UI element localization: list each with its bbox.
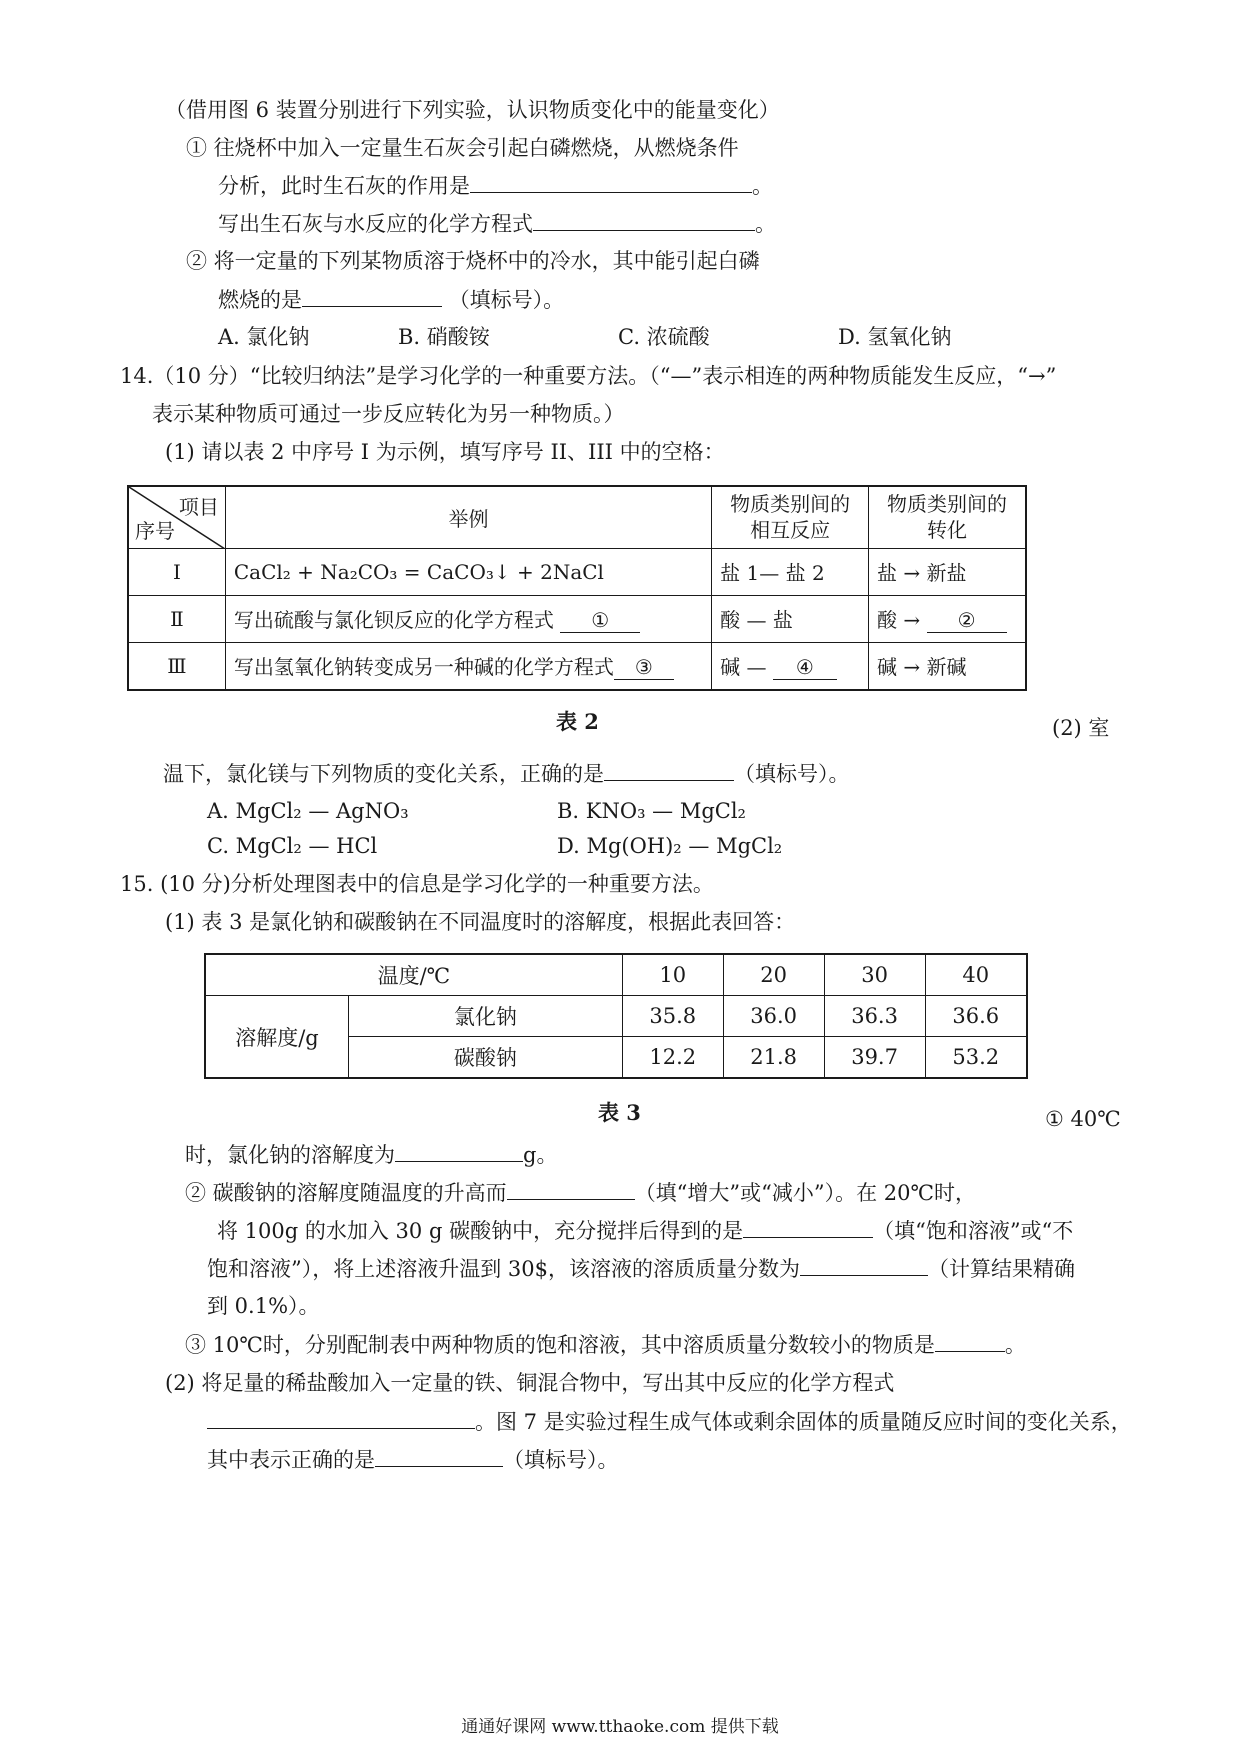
table-3 bbox=[204, 953, 1028, 1079]
row-example: 写出氢氧化钠转变成另一种碱的化学方程式 ③ bbox=[225, 642, 711, 690]
q13-part1-line3: 写出生石灰与水反应的化学方程式 。 bbox=[218, 208, 776, 239]
answer-blank[interactable] bbox=[395, 1139, 523, 1162]
header-react: 物质类别间的 相互反应 bbox=[712, 486, 869, 548]
solubility-value: 12.2 bbox=[622, 1037, 723, 1079]
q14-sub2: 温下，氯化镁与下列物质的变化关系，正确的是 （填标号）。 bbox=[163, 758, 850, 789]
row-react: 酸 — 盐 bbox=[712, 595, 869, 642]
q13-options bbox=[218, 322, 951, 352]
temp-cell: 10 bbox=[622, 954, 723, 996]
table-row bbox=[205, 996, 1027, 1037]
answer-blank[interactable]: ① bbox=[560, 608, 640, 633]
q15-p1: 时，氯化钠的溶解度为 g。 bbox=[185, 1139, 557, 1170]
row-no: Ⅲ bbox=[128, 642, 225, 690]
q15-sub2-line1: (2) 将足量的稀盐酸加入一定量的铁、铜混合物中，写出其中反应的化学方程式 bbox=[165, 1371, 895, 1395]
solubility-value: 35.8 bbox=[622, 996, 723, 1037]
temp-cell: 20 bbox=[723, 954, 824, 996]
solubility-value: 53.2 bbox=[925, 1037, 1027, 1079]
solubility-label: 溶解度/g bbox=[205, 996, 349, 1079]
q15-p2-line2: 将 100g 的水加入 30 g 碳酸钠中，充分搅拌后得到的是 （填“饱和溶液”或“不 bbox=[217, 1215, 1073, 1246]
row-no: I bbox=[128, 548, 225, 595]
answer-blank[interactable]: ③ bbox=[614, 655, 674, 680]
table-header-corner bbox=[128, 486, 225, 548]
answer-blank[interactable] bbox=[470, 170, 752, 193]
q13-intro: （借用图 6 装置分别进行下列实验，认识物质变化中的能量变化） bbox=[165, 98, 780, 122]
option-c: C. MgCl₂ — HCl bbox=[207, 834, 378, 858]
q15-p1-tail: ① 40℃ bbox=[1045, 1107, 1121, 1131]
answer-blank[interactable] bbox=[207, 1406, 475, 1429]
answer-blank[interactable]: ④ bbox=[773, 655, 837, 680]
q13-part2-line1: ② 将一定量的下列某物质溶于烧杯中的冷水，其中能引起白磷 bbox=[186, 249, 760, 273]
solubility-value: 36.0 bbox=[723, 996, 824, 1037]
option-c: C. 浓硫酸 bbox=[618, 325, 710, 349]
q15-p3: ③ 10℃时，分别配制表中两种物质的饱和溶液，其中溶质质量分数较小的物质是 。 bbox=[185, 1329, 1026, 1360]
q14-sub1: (1) 请以表 2 中序号 I 为示例，填写序号 II、III 中的空格： bbox=[165, 440, 725, 464]
q15-sub1: (1) 表 3 是氯化钠和碳酸钠在不同温度时的溶解度，根据此表回答： bbox=[165, 910, 796, 934]
substance-name: 氯化钠 bbox=[349, 996, 623, 1037]
row-example: CaCl₂ + Na₂CO₃ = CaCO₃↓ + 2NaCl bbox=[225, 548, 711, 595]
footer: 通通好课网 www.tthaoke.com 提供下载 bbox=[461, 1717, 779, 1737]
row-example: 写出硫酸与氯化钡反应的化学方程式 ① bbox=[225, 595, 711, 642]
q15-p2-line4: 到 0.1%）。 bbox=[207, 1294, 320, 1318]
answer-blank[interactable] bbox=[800, 1253, 928, 1276]
option-d: D. 氢氧化钠 bbox=[838, 325, 952, 349]
q15-sub2-line2: 。图 7 是实验过程生成气体或剩余固体的质量随反应时间的变化关系， bbox=[207, 1406, 1132, 1437]
row-trans: 碱 → 新碱 bbox=[869, 642, 1026, 690]
option-a: A. MgCl₂ — AgNO₃ bbox=[207, 799, 409, 823]
row-no: Ⅱ bbox=[128, 595, 225, 642]
solubility-value: 39.7 bbox=[824, 1037, 925, 1079]
q13-part1-line1: ① 往烧杯中加入一定量生石灰会引起白磷燃烧，从燃烧条件 bbox=[186, 136, 739, 160]
header-trans: 物质类别间的 转化 bbox=[869, 486, 1026, 548]
answer-blank[interactable] bbox=[375, 1444, 503, 1467]
temp-cell: 40 bbox=[925, 954, 1027, 996]
answer-blank[interactable] bbox=[507, 1177, 635, 1200]
temp-label: 温度/℃ bbox=[205, 954, 622, 996]
solubility-value: 21.8 bbox=[723, 1037, 824, 1079]
table-2 bbox=[127, 485, 1027, 691]
row-trans: 盐 → 新盐 bbox=[869, 548, 1026, 595]
q14-line1: 14.（10 分）“比较归纳法”是学习化学的一种重要方法。（“—”表示相连的两种物质能发生反应，“→” bbox=[120, 364, 1057, 388]
answer-blank[interactable]: ② bbox=[927, 608, 1007, 633]
table-2-caption: 表 2 bbox=[556, 709, 599, 734]
answer-blank[interactable] bbox=[604, 758, 734, 781]
header-no: 序号 bbox=[135, 518, 175, 543]
answer-blank[interactable] bbox=[935, 1329, 1005, 1352]
q14-sub2-tail: (2) 室 bbox=[1052, 716, 1110, 740]
substance-name: 碳酸钠 bbox=[349, 1037, 623, 1079]
table-row bbox=[128, 595, 1026, 642]
q15-p2-line1: ② 碳酸钠的溶解度随温度的升高而 （填“增大”或“减小”）。在 20℃时， bbox=[185, 1177, 976, 1208]
q15-sub2-line3: 其中表示正确的是 （填标号）。 bbox=[207, 1444, 619, 1475]
q14-line2: 表示某种物质可通过一步反应转化为另一种物质。） bbox=[152, 402, 625, 426]
q14-options-row2 bbox=[207, 831, 782, 861]
header-example: 举例 bbox=[225, 486, 711, 548]
q15-p2-line3: 饱和溶液”），将上述溶液升温到 30$，该溶液的溶质质量分数为 （计算结果精确 bbox=[207, 1253, 1075, 1284]
option-d: D. Mg(OH)₂ — MgCl₂ bbox=[557, 834, 783, 858]
answer-blank[interactable] bbox=[533, 208, 755, 231]
table-3-caption: 表 3 bbox=[598, 1100, 641, 1125]
q14-options-row1 bbox=[207, 796, 746, 826]
answer-blank[interactable] bbox=[743, 1215, 873, 1238]
option-b: B. 硝酸铵 bbox=[398, 325, 490, 349]
header-item: 项目 bbox=[178, 495, 219, 519]
q13-part1-line2: 分析，此时生石灰的作用是 。 bbox=[218, 170, 773, 201]
q13-part2-line2: 燃烧的是 （填标号）。 bbox=[218, 284, 564, 315]
table-row bbox=[128, 642, 1026, 690]
solubility-value: 36.6 bbox=[925, 996, 1027, 1037]
row-trans: 酸 → ② bbox=[869, 595, 1026, 642]
table-row bbox=[128, 548, 1026, 595]
option-b: B. KNO₃ — MgCl₂ bbox=[557, 799, 746, 823]
row-react: 碱 — ④ bbox=[712, 642, 869, 690]
row-react: 盐 1— 盐 2 bbox=[712, 548, 869, 595]
solubility-value: 36.3 bbox=[824, 996, 925, 1037]
q15-line1: 15. (10 分)分析处理图表中的信息是学习化学的一种重要方法。 bbox=[120, 872, 714, 896]
answer-blank[interactable] bbox=[302, 284, 442, 307]
option-a: A. 氯化钠 bbox=[218, 325, 310, 349]
temp-cell: 30 bbox=[824, 954, 925, 996]
